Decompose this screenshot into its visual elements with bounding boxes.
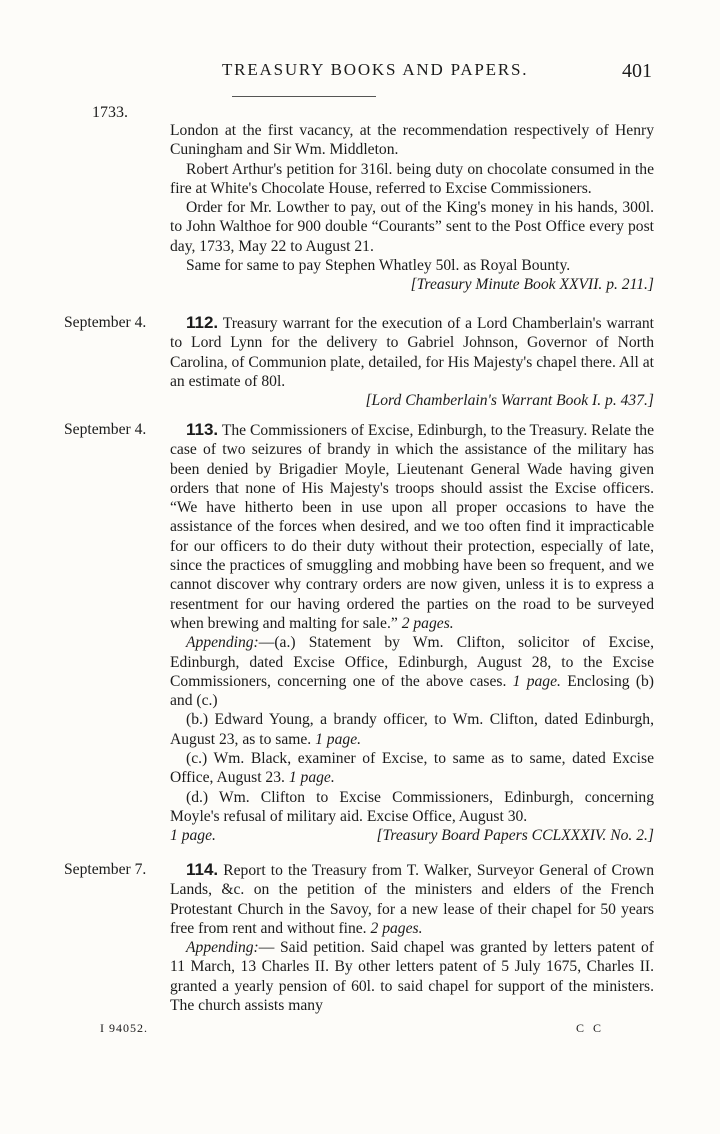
entry-114 xyxy=(170,860,654,1015)
page-count: 1 page. xyxy=(170,827,216,845)
appending-label: Appending: xyxy=(186,939,259,957)
entry-date: September 4. xyxy=(64,314,147,331)
printer-signature: I 94052. xyxy=(100,1021,148,1035)
entry-text: Treasury warrant for the execution of a Lord Chamberlain's warrant to Lord Lynn for the delivery to Gabriel Johnson, Governor of North Carolina, of Communion plate, detailed, for His Majesty's chapel there. All at an estimate of 80l. xyxy=(170,315,654,390)
appending-item-c: (c.) Wm. Black, examiner of Excise, to same as to same, dated Excise Office, August 23. xyxy=(170,750,654,787)
source-reference: [Treasury Minute Book XXVII. p. 211.] xyxy=(410,276,654,294)
entry-date: September 7. xyxy=(64,861,147,878)
intro-line: Same for same to pay Stephen Whatley 50l. as Royal Bounty. xyxy=(186,257,571,275)
entry-text: Report to the Treasury from T. Walker, Surveyor General of Crown Lands, &c. on the petition of the ministers and elders of the French Protestant Church in the Savoy, for a new lease of their chapel for 50 years free from rent and without fine. xyxy=(170,862,654,937)
header-rule xyxy=(232,96,376,97)
appending-item-a: —(a.) Statement by Wm. Clifton, solicitor of Excise, Edinburgh, dated Excise Office, Edinburgh, August 28, to the Excise Commissioners, concerning one of the above cases. xyxy=(170,634,654,690)
year-marginal: 1733. xyxy=(92,104,128,121)
intro-line: London at the first vacancy, at the recommendation respectively of Henry Cuningham and Sir Wm. Middleton. xyxy=(170,122,654,159)
source-reference: [Treasury Board Papers CCLXXXIV. No. 2.] xyxy=(376,827,654,845)
intro-line: Robert Arthur's petition for 316l. being duty on chocolate consumed in the fire at White's Chocolate House, referred to Excise Commissioners. xyxy=(170,160,654,197)
page-number: 401 xyxy=(622,60,652,82)
entry-text: The Commissioners of Excise, Edinburgh, to the Treasury. Relate the case of two seizures of brandy in which the assistance of the military has been denied by Brigadier Moyle, Lieutenant General Wade having given orders that none of His Majesty's troops should assist the Excise officers. “We have hitherto been in use upon all proper occasions to have the assistance of the forces when desired, and we too often find it impracticable for our officers to do their duty without their protection, especially of late, since the practices of smuggling and mobbing have been so frequent, and we cannot discover why contrary orders are now given, unless it is to express a resentment for our having ordered the parties on the road to be surveyed when brewing and malting for sale.” xyxy=(170,422,655,632)
entry-number: 113. xyxy=(186,420,219,439)
appending-label: Appending: xyxy=(186,634,259,652)
entry-113 xyxy=(170,420,654,846)
entry-number: 112. xyxy=(186,313,219,332)
entry-date: September 4. xyxy=(64,421,147,438)
intro-block xyxy=(170,121,654,295)
intro-line: Order for Mr. Lowther to pay, out of the King's money in his hands, 300l. to John Walthoe for 900 double “Courants” sent to the Post Office every post day, 1733, May 22 to August 21. xyxy=(170,199,654,255)
page-count: 1 page. xyxy=(512,672,561,690)
sheet-signature-mark: C C xyxy=(576,1021,605,1035)
entry-number: 114. xyxy=(186,860,219,879)
running-title: TREASURY BOOKS AND PAPERS. xyxy=(222,60,529,79)
appending-item-b: (b.) Edward Young, a brandy officer, to Wm. Clifton, dated Edinburgh, August 23, as to same. xyxy=(170,711,654,748)
page-count: 2 pages. xyxy=(370,919,423,937)
page-count: 1 page. xyxy=(315,730,362,748)
enclosing-note: Enclosing (b) and (c.) xyxy=(170,672,654,710)
entry-112 xyxy=(170,313,654,410)
appending-item-d: (d.) Wm. Clifton to Excise Commissioners, Edinburgh, concerning Moyle's refusal of military aid. Excise Office, August 30. xyxy=(170,788,654,825)
source-reference: [Lord Chamberlain's Warrant Book I. p. 437.] xyxy=(365,392,654,410)
page-count: 2 pages. xyxy=(401,614,454,632)
appending-text: — Said petition. Said chapel was granted by letters patent of 11 March, 13 Charles II. By other letters patent of 5 July 1675, Charles II. granted a yearly pension of 60l. to said chapel for support of the ministers. The church assists many xyxy=(170,939,654,1015)
page-count: 1 page. xyxy=(288,769,335,787)
